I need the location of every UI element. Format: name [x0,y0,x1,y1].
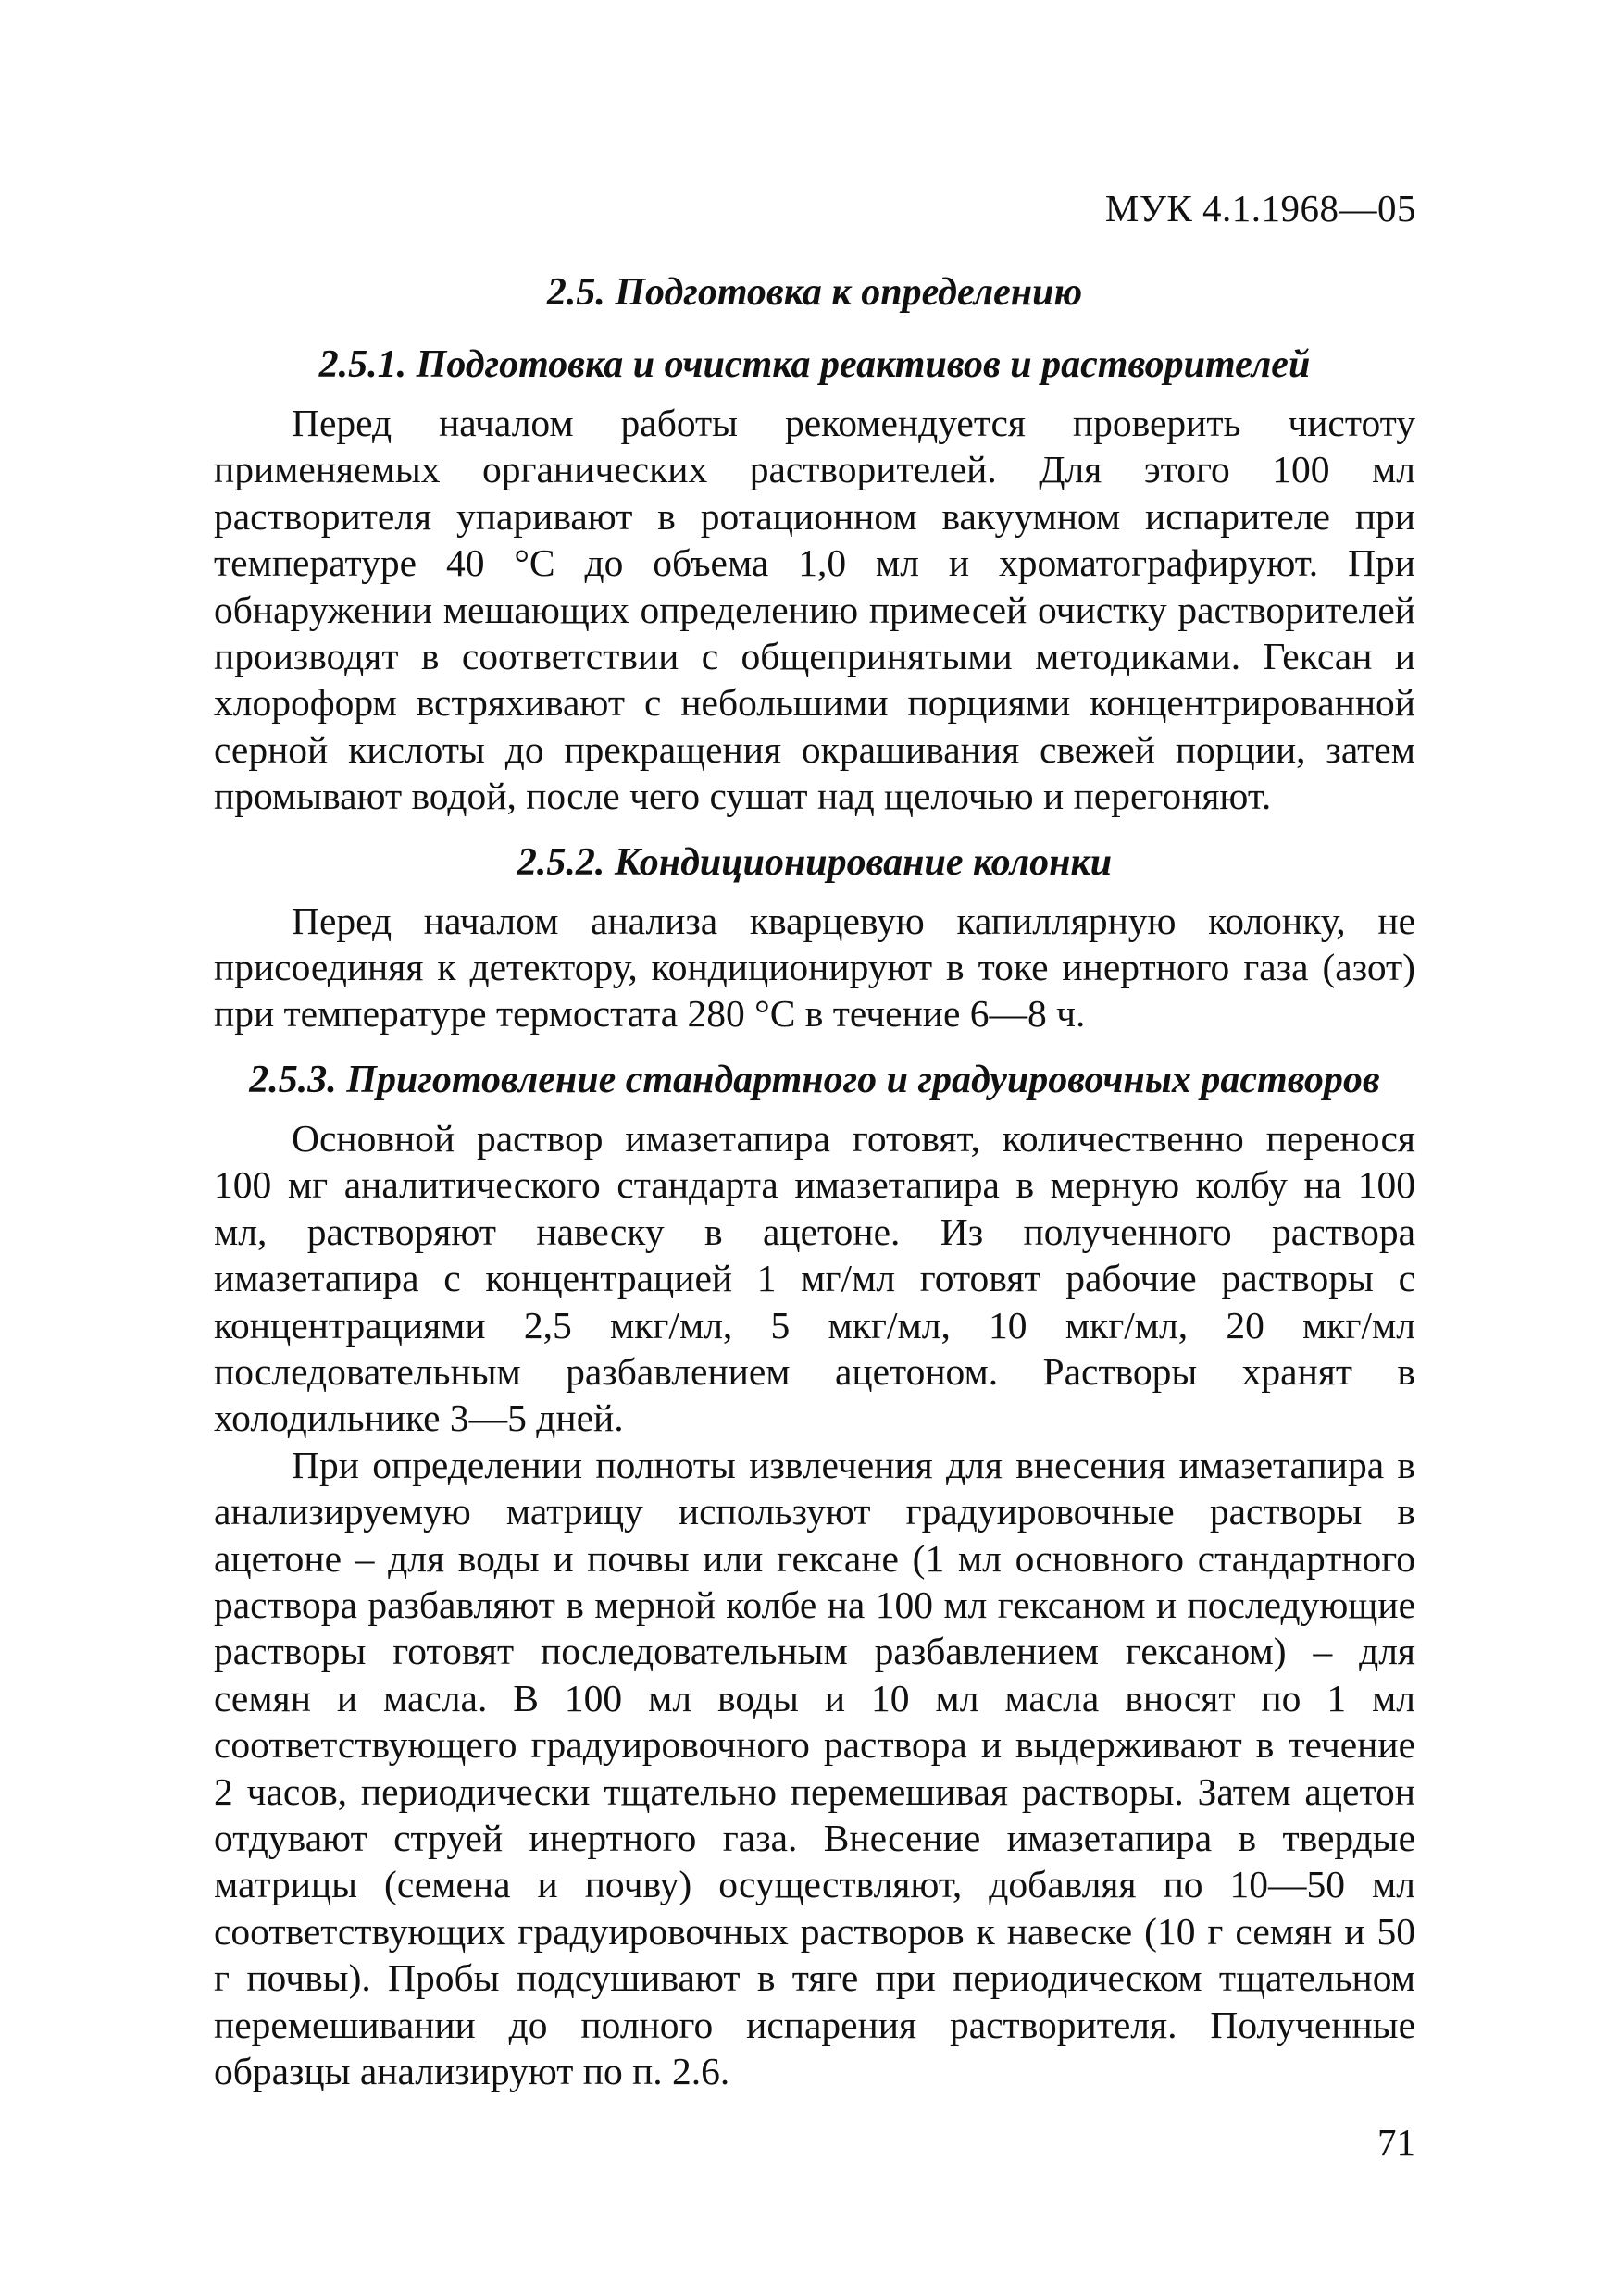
paragraph-stock-solution: Основной раствор имазетапира готовят, количественно перенося 100 мг аналитического стандарта имазетапира в мерную колбу на 100 мл, растворяют навеску в ацетоне. Из полученного раствора имазетапира с концентрацией 1 мг/мл готовят рабочие растворы с концентрациями 2,5 мкг/мл, 5 мкг/мл, 10 мкг/мл, 20 мкг/мл последовательным разбавлением ацетоном. Растворы хранят в холодильнике 3—5 дней. [214,1116,1415,1440]
document-code-header: МУК 4.1.1968—05 [1104,187,1416,230]
paragraph-recovery-spiking: При определении полноты извлечения для внесения имазетапира в анализируемую матрицу используют градуировочные растворы в ацетоне – для воды и почвы или гексане (1 мл основного стандартного раствора разбавляют в мерной колбе на 100 мл гексаном и последующие растворы готовят последовательным разбавлением гексаном) – для семян и масла. В 100 мл воды и 10 мл масла вносят по 1 мл соответствующего градуировочного раствора и выдерживают в течение 2 часов, периодически тщательно перемешивая растворы. Затем ацетон отдувают струей инертного газа. Внесение имазетапира в твердые матрицы (семена и почву) осуществляют, добавляя по 10—50 мл соответствующих градуировочных растворов к навеске (10 г семян и 50 г почвы). Пробы подсушивают в тяге при периодическом тщательном перемешивании до полного испарения растворителя. Полученные образцы анализируют по п. 2.6. [214,1443,1415,2092]
main-content [214,268,1415,2094]
page-number: 71 [1377,2121,1415,2164]
section-title: 2.5. Подготовка к определению [546,271,1083,314]
paragraph-solvent-purification: Перед началом работы рекомендуется проверить чистоту применяемых органических растворителей. Для этого 100 мл растворителя упаривают в ротационном вакуумном испарителе при температуре 40 °С до объема 1,0 мл и хроматографируют. При обнаружении мешающих определению примесей очистку растворителей производят в соответствии с общепринятыми методиками. Гексан и хлороформ встряхивают с небольшими порциями концентрированной серной кислоты до прекращения окрашивания свежей порции, затем промывают водой, после чего сушат над щелочью и перегоняют. [214,402,1415,818]
subsection-title-2-5-2: 2.5.2. Кондиционирование колонки [517,840,1113,884]
paragraph-column-conditioning: Перед началом анализа кварцевую капиллярную колонку, не присоединяя к детектору, кондиционируют в токе инертного газа (азот) при температуре термостата 280 °С в течение 6—8 ч. [214,899,1415,1036]
subsection-title-2-5-3: 2.5.3. Приготовление стандартного и градуировочных растворов [249,1058,1380,1101]
subsection-title-2-5-1: 2.5.1. Подготовка и очистка реактивов и растворителей [318,343,1311,386]
